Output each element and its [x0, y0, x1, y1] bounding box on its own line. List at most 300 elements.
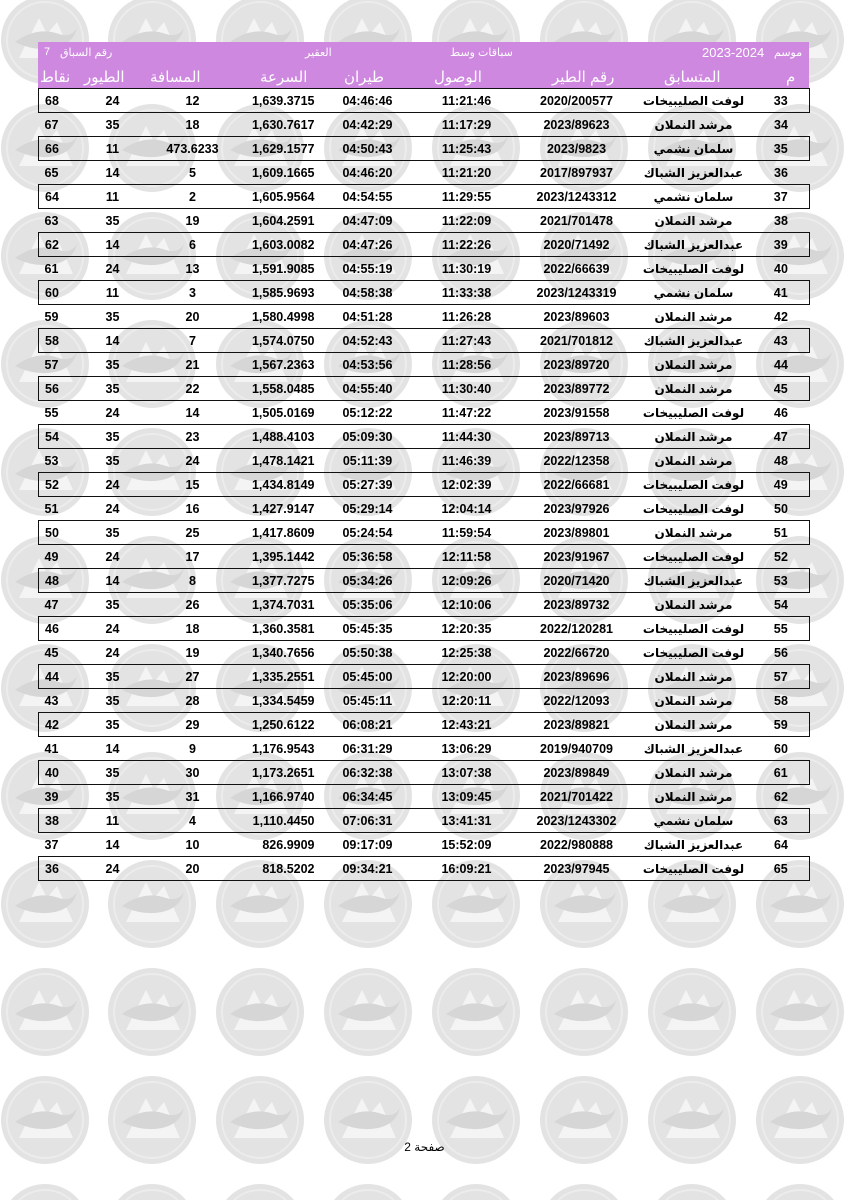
cell-speed: 1,585.9693: [251, 285, 315, 300]
cell-ring: 2023/91967: [543, 549, 610, 564]
cell-ring: 2023/9823: [546, 141, 607, 156]
pigeon-club-logo-icon: [756, 968, 844, 1056]
cell-name: عبدالعزيز الشباك: [643, 573, 744, 588]
cell-pigeons: 35: [105, 117, 120, 132]
cell-arrival: 11:29:55: [441, 189, 492, 204]
cell-points: 40: [39, 761, 85, 785]
table-row: [39, 185, 810, 209]
season-value: 2023-2024: [702, 45, 765, 60]
cell-rank: 44: [774, 357, 788, 372]
table-row: [39, 233, 810, 257]
cell-rank: 39: [753, 233, 810, 257]
cell-speed: 1,340.7656: [251, 645, 315, 660]
cell-distance: 25: [185, 525, 200, 540]
pigeon-club-logo-icon: [216, 1184, 304, 1200]
cell-name: مرشد النملان: [654, 693, 733, 708]
results-sheet: [38, 42, 809, 881]
page-number: صفحة 2: [404, 1140, 445, 1154]
cell-pigeons: 35: [105, 789, 120, 804]
col-name: المتسابق: [664, 69, 721, 86]
cell-ring: 2022/66639: [543, 261, 610, 276]
cell-distance: 30: [185, 765, 200, 780]
cell-flight: 05:34:26: [342, 573, 393, 588]
cell-points: 66: [39, 137, 85, 161]
cell-ring: 2020/71420: [543, 573, 610, 588]
cell-rank: 34: [774, 117, 788, 132]
cell-pigeons: 24: [105, 645, 120, 660]
cell-speed: 1,609.1665: [251, 165, 315, 180]
cell-arrival: 16:09:21: [441, 861, 492, 876]
cell-name: لوفت الصليبيخات: [642, 477, 745, 492]
cell-flight: 05:50:38: [342, 645, 393, 660]
cell-ring: 2023/89821: [543, 717, 610, 732]
cell-points: 58: [39, 329, 85, 353]
cell-pigeons: 35: [105, 429, 120, 444]
table-row: [39, 809, 810, 833]
cell-rank: 41: [753, 281, 810, 305]
cell-distance: 14: [185, 405, 200, 420]
cell-arrival: 11:17:29: [441, 117, 492, 132]
cell-arrival: 12:43:21: [441, 717, 492, 732]
cell-arrival: 12:11:58: [441, 549, 492, 564]
cell-ring: 2023/97926: [543, 501, 610, 516]
cell-distance: 6: [189, 237, 196, 252]
cell-name: عبدالعزيز الشباك: [643, 333, 744, 348]
cell-arrival: 11:27:43: [441, 333, 492, 348]
table-row: [39, 857, 810, 881]
table-row: [39, 617, 810, 641]
cell-distance: 8: [189, 573, 196, 588]
cell-name: مرشد النملان: [654, 309, 733, 324]
cell-points: 36: [39, 857, 85, 881]
cell-arrival: 12:04:14: [441, 501, 492, 516]
cell-distance: 31: [185, 789, 200, 804]
cell-distance: 4: [189, 813, 196, 828]
cell-rank: 48: [774, 453, 788, 468]
cell-points: 54: [39, 425, 85, 449]
cell-rank: 36: [774, 165, 788, 180]
cell-rank: 59: [753, 713, 810, 737]
cell-points: 50: [39, 521, 85, 545]
cell-arrival: 11:21:46: [441, 93, 492, 108]
cell-distance: 26: [185, 597, 200, 612]
cell-distance: 19: [185, 645, 200, 660]
cell-speed: 1,434.8149: [251, 477, 315, 492]
cell-arrival: 11:28:56: [441, 357, 492, 372]
cell-arrival: 13:09:45: [441, 789, 492, 804]
table-row: [39, 161, 810, 185]
cell-speed: 1,567.2363: [251, 357, 315, 372]
cell-distance: 17: [185, 549, 200, 564]
cell-speed: 1,427.9147: [251, 501, 315, 516]
cell-flight: 06:08:21: [342, 717, 393, 732]
cell-ring: 2017/897937: [540, 165, 613, 180]
cell-arrival: 12:25:38: [441, 645, 492, 660]
cell-points: 63: [44, 213, 59, 228]
table-row: [39, 545, 810, 569]
cell-name: مرشد النملان: [654, 669, 733, 684]
table-row: [39, 641, 810, 665]
cell-points: 53: [44, 453, 59, 468]
cell-points: 57: [44, 357, 59, 372]
cell-ring: 2023/89713: [543, 429, 610, 444]
cell-rank: 63: [753, 809, 810, 833]
cell-name: مرشد النملان: [654, 117, 733, 132]
cell-pigeons: 14: [105, 837, 120, 852]
cell-rank: 64: [774, 837, 788, 852]
cell-pigeons: 35: [105, 453, 120, 468]
table-row: [39, 473, 810, 497]
cell-distance: 24: [185, 453, 200, 468]
col-speed: السرعة: [260, 69, 308, 86]
cell-rank: 33: [753, 89, 810, 113]
cell-ring: 2023/89603: [543, 309, 610, 324]
cell-speed: 1,604.2591: [251, 213, 315, 228]
cell-points: 64: [39, 185, 85, 209]
cell-name: سلمان نشمي: [653, 285, 734, 300]
table-row: [39, 209, 810, 233]
pigeon-club-logo-icon: [108, 1184, 196, 1200]
cell-flight: 04:47:09: [342, 213, 393, 228]
col-flight: طيران: [344, 69, 384, 86]
cell-arrival: 11:59:54: [441, 525, 492, 540]
cell-distance: 20: [185, 309, 200, 324]
cell-speed: 1,374.7031: [251, 597, 315, 612]
cell-pigeons: 24: [105, 93, 120, 108]
cell-points: 59: [44, 309, 59, 324]
cell-arrival: 12:10:06: [441, 597, 492, 612]
pigeon-club-logo-icon: [1, 968, 89, 1056]
cell-name: لوفت الصليبيخات: [642, 549, 745, 564]
pigeon-club-logo-icon: [540, 968, 628, 1056]
table-row: [39, 737, 810, 761]
cell-distance: 21: [185, 357, 200, 372]
cell-points: 44: [39, 665, 85, 689]
cell-flight: 04:52:43: [342, 333, 393, 348]
cell-name: لوفت الصليبيخات: [642, 501, 745, 516]
cell-pigeons: 14: [105, 333, 120, 348]
cell-speed: 818.5202: [262, 861, 315, 876]
table-row: [39, 521, 810, 545]
cell-ring: 2022/12358: [543, 453, 610, 468]
cell-pigeons: 35: [105, 693, 120, 708]
cell-name: عبدالعزيز الشباك: [643, 165, 744, 180]
cell-distance: 10: [185, 837, 200, 852]
pigeon-club-logo-icon: [648, 1184, 736, 1200]
cell-pigeons: 35: [105, 213, 120, 228]
pigeon-club-logo-icon: [324, 1184, 412, 1200]
pigeon-club-logo-icon: [648, 968, 736, 1056]
cell-speed: 1,629.1577: [251, 141, 315, 156]
table-row: [39, 137, 810, 161]
cell-pigeons: 24: [105, 405, 120, 420]
cell-pigeons: 14: [105, 573, 120, 588]
cell-speed: 1,605.9564: [251, 189, 315, 204]
cell-flight: 04:42:29: [342, 117, 393, 132]
column-header-row: [38, 64, 809, 88]
cell-rank: 37: [753, 185, 810, 209]
cell-distance: 28: [185, 693, 200, 708]
cell-flight: 06:34:45: [342, 789, 393, 804]
cell-rank: 38: [774, 213, 788, 228]
cell-rank: 65: [753, 857, 810, 881]
cell-flight: 04:51:28: [342, 309, 393, 324]
race-number-label: رقم السباق: [60, 47, 113, 59]
cell-arrival: 11:26:28: [441, 309, 492, 324]
cell-speed: 1,335.2551: [251, 669, 315, 684]
cell-points: 42: [39, 713, 85, 737]
col-points: نقاط: [40, 69, 71, 86]
cell-name: عبدالعزيز الشباك: [643, 237, 744, 252]
cell-rank: 58: [774, 693, 788, 708]
cell-ring: 2023/89696: [543, 669, 610, 684]
cell-pigeons: 11: [105, 141, 120, 156]
cell-name: مرشد النملان: [654, 357, 733, 372]
cell-distance: 16: [185, 501, 200, 516]
cell-speed: 1,630.7617: [251, 117, 315, 132]
cell-flight: 05:24:54: [342, 525, 393, 540]
cell-flight: 04:55:19: [342, 261, 393, 276]
cell-flight: 05:29:14: [342, 501, 393, 516]
col-distance: المسافة: [150, 69, 201, 86]
cell-ring: 2023/97945: [543, 861, 610, 876]
cell-flight: 09:34:21: [342, 861, 393, 876]
cell-distance: 27: [185, 669, 200, 684]
cell-rank: 51: [753, 521, 810, 545]
cell-arrival: 11:30:19: [441, 261, 492, 276]
table-row: [39, 761, 810, 785]
table-row: [39, 593, 810, 617]
results-table: [38, 88, 810, 881]
pigeon-club-logo-icon: [1, 1184, 89, 1200]
cell-ring: 2022/980888: [540, 837, 613, 852]
cell-points: 46: [39, 617, 85, 641]
cell-rank: 61: [753, 761, 810, 785]
table-row: [39, 353, 810, 377]
cell-points: 41: [44, 741, 59, 756]
table-row: [39, 665, 810, 689]
cell-flight: 05:27:39: [342, 477, 393, 492]
cell-ring: 2019/940709: [540, 741, 613, 756]
cell-ring: 2023/1243312: [536, 189, 617, 204]
cell-points: 55: [44, 405, 59, 420]
table-row: [39, 305, 810, 329]
cell-rank: 47: [753, 425, 810, 449]
header-info-row: [38, 42, 809, 64]
cell-speed: 1,176.9543: [251, 741, 315, 756]
cell-distance: 7: [189, 333, 196, 348]
cell-speed: 1,334.5459: [251, 693, 315, 708]
cell-arrival: 11:33:38: [441, 285, 492, 300]
cell-arrival: 13:07:38: [441, 765, 492, 780]
cell-ring: 2020/200577: [540, 93, 613, 108]
cell-speed: 1,591.9085: [251, 261, 315, 276]
cell-flight: 07:06:31: [342, 813, 393, 828]
cell-ring: 2020/71492: [543, 237, 610, 252]
col-rank: م: [786, 69, 796, 86]
cell-speed: 1,580.4998: [251, 309, 315, 324]
pigeon-club-logo-icon: [432, 968, 520, 1056]
cell-pigeons: 24: [105, 861, 120, 876]
cell-distance: 19: [185, 213, 200, 228]
cell-speed: 1,377.7275: [251, 573, 315, 588]
cell-flight: 05:45:35: [342, 621, 393, 636]
cell-points: 47: [44, 597, 59, 612]
cell-ring: 2023/89801: [543, 525, 610, 540]
cell-pigeons: 35: [105, 309, 120, 324]
cell-ring: 2022/66720: [543, 645, 610, 660]
cell-flight: 06:32:38: [342, 765, 393, 780]
cell-name: مرشد النملان: [654, 789, 733, 804]
cell-speed: 1,505.0169: [251, 405, 315, 420]
cell-arrival: 11:21:20: [441, 165, 492, 180]
cell-rank: 54: [774, 597, 788, 612]
cell-distance: 13: [185, 261, 200, 276]
cell-name: مرشد النملان: [654, 213, 733, 228]
cell-ring: 2023/91558: [543, 405, 610, 420]
cell-flight: 05:35:06: [342, 597, 393, 612]
cell-pigeons: 35: [105, 597, 120, 612]
cell-arrival: 11:44:30: [441, 429, 492, 444]
cell-arrival: 12:02:39: [441, 477, 492, 492]
cell-arrival: 12:20:00: [441, 669, 492, 684]
cell-flight: 04:58:38: [342, 285, 393, 300]
pigeon-club-logo-icon: [756, 1184, 844, 1200]
cell-ring: 2021/701422: [540, 789, 613, 804]
club-name: العقير: [305, 47, 332, 59]
cell-speed: 1,574.0750: [251, 333, 315, 348]
cell-speed: 826.9909: [262, 837, 315, 852]
cell-speed: 1,417.8609: [251, 525, 315, 540]
cell-distance: 18: [185, 621, 200, 636]
cell-distance: 29: [185, 717, 200, 732]
cell-name: مرشد النملان: [654, 453, 733, 468]
cell-name: لوفت الصليبيخات: [642, 405, 745, 420]
cell-name: مرشد النملان: [654, 597, 733, 612]
cell-pigeons: 24: [105, 621, 120, 636]
table-row: [39, 713, 810, 737]
cell-rank: 56: [774, 645, 788, 660]
cell-flight: 05:36:58: [342, 549, 393, 564]
cell-flight: 04:47:26: [342, 237, 393, 252]
cell-points: 67: [44, 117, 59, 132]
cell-name: مرشد النملان: [654, 765, 733, 780]
cell-rank: 50: [774, 501, 788, 516]
cell-flight: 05:09:30: [342, 429, 393, 444]
cell-rank: 62: [774, 789, 788, 804]
cell-arrival: 11:46:39: [441, 453, 492, 468]
pigeon-club-logo-icon: [216, 968, 304, 1056]
cell-distance: 12: [185, 93, 200, 108]
cell-arrival: 13:41:31: [441, 813, 492, 828]
cell-points: 62: [39, 233, 85, 257]
cell-speed: 1,360.3581: [251, 621, 315, 636]
cell-pigeons: 11: [105, 285, 120, 300]
cell-name: سلمان نشمي: [653, 813, 734, 828]
cell-ring: 2023/89849: [543, 765, 610, 780]
cell-distance: 5: [189, 165, 196, 180]
cell-name: مرشد النملان: [654, 525, 733, 540]
cell-pigeons: 11: [105, 189, 120, 204]
cell-speed: 1,395.1442: [251, 549, 315, 564]
cell-pigeons: 35: [105, 357, 120, 372]
table-row: [39, 449, 810, 473]
cell-speed: 1,173.2651: [251, 765, 315, 780]
table-row: [39, 689, 810, 713]
cell-rank: 52: [774, 549, 788, 564]
cell-arrival: 12:20:35: [441, 621, 492, 636]
cell-speed: 1,110.4450: [252, 813, 315, 828]
cell-name: مرشد النملان: [654, 717, 733, 732]
cell-name: لوفت الصليبيخات: [642, 93, 745, 108]
cell-distance: 9: [189, 741, 196, 756]
cell-speed: 1,603.0082: [251, 237, 315, 252]
cell-ring: 2021/701812: [540, 333, 613, 348]
table-row: [39, 113, 810, 137]
cell-arrival: 13:06:29: [441, 741, 492, 756]
table-row: [39, 569, 810, 593]
cell-points: 49: [44, 549, 59, 564]
cell-distance: 2: [189, 189, 196, 204]
cell-rank: 45: [753, 377, 810, 401]
cell-ring: 2023/89772: [543, 381, 610, 396]
col-ring: رقم الطير: [552, 69, 615, 86]
cell-flight: 05:11:39: [342, 453, 393, 468]
cell-points: 39: [44, 789, 59, 804]
table-row: [39, 329, 810, 353]
table-row: [39, 401, 810, 425]
cell-rank: 49: [753, 473, 810, 497]
cell-arrival: 12:09:26: [441, 573, 492, 588]
pigeon-club-logo-icon: [432, 1184, 520, 1200]
cell-pigeons: 35: [105, 381, 120, 396]
cell-flight: 04:54:55: [342, 189, 393, 204]
cell-pigeons: 24: [105, 261, 120, 276]
cell-flight: 05:45:00: [342, 669, 393, 684]
cell-speed: 1,166.9740: [251, 789, 315, 804]
table-row: [39, 425, 810, 449]
cell-points: 60: [39, 281, 85, 305]
cell-ring: 2023/89623: [543, 117, 610, 132]
cell-rank: 53: [753, 569, 810, 593]
cell-pigeons: 35: [105, 669, 120, 684]
cell-rank: 35: [753, 137, 810, 161]
cell-arrival: 11:47:22: [441, 405, 492, 420]
cell-pigeons: 14: [105, 237, 120, 252]
cell-points: 37: [44, 837, 59, 852]
table-row: [39, 89, 810, 113]
cell-points: 61: [44, 261, 59, 276]
cell-speed: 1,639.3715: [251, 93, 315, 108]
table-row: [39, 281, 810, 305]
cell-flight: 04:50:43: [342, 141, 393, 156]
cell-points: 45: [44, 645, 59, 660]
cell-arrival: 11:22:26: [441, 237, 492, 252]
cell-rank: 57: [753, 665, 810, 689]
pigeon-club-logo-icon: [540, 1184, 628, 1200]
cell-points: 52: [39, 473, 85, 497]
cell-pigeons: 14: [105, 165, 120, 180]
cell-pigeons: 11: [105, 813, 120, 828]
col-pigeons: الطيور: [84, 69, 125, 86]
table-row: [39, 377, 810, 401]
cell-speed: 1,250.6122: [251, 717, 315, 732]
cell-ring: 2023/89732: [543, 597, 610, 612]
table-row: [39, 785, 810, 809]
table-row: [39, 497, 810, 521]
cell-name: لوفت الصليبيخات: [642, 261, 745, 276]
table-row: [39, 257, 810, 281]
